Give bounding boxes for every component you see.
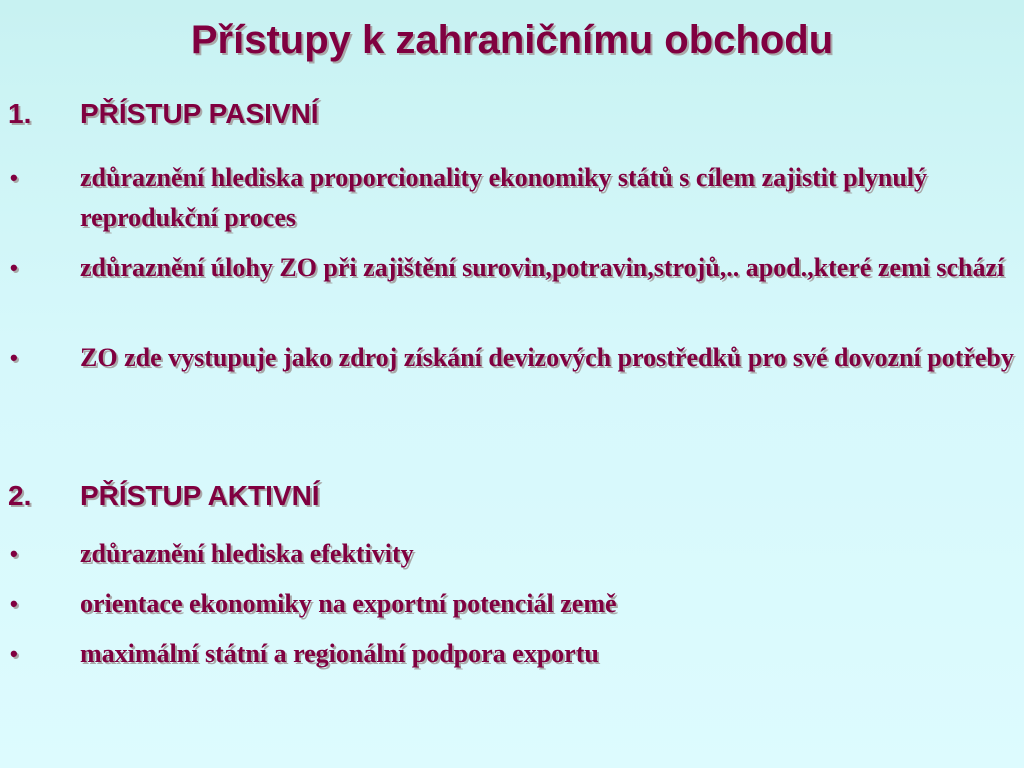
section-title: PŘÍSTUP AKTIVNÍ <box>80 480 320 511</box>
list-item-text: orientace ekonomiky na exportní potenciál země <box>80 589 617 618</box>
bullet-icon: • <box>10 541 18 566</box>
bullet-icon: • <box>10 165 18 190</box>
section-number: 2. <box>8 480 32 511</box>
bullet-icon: • <box>10 641 18 666</box>
bullet-icon: • <box>10 591 18 616</box>
slide-title: Přístupy k zahraničnímu obchodu <box>190 18 834 62</box>
section-number: 1. <box>8 98 32 129</box>
list-item-text: ZO zde vystupuje jako zdroj získání devizových prostředků pro své dovozní potřeby <box>80 343 1014 372</box>
list-item-text: maximální státní a regionální podpora exportu <box>80 639 599 668</box>
bullet-icon: • <box>10 345 18 370</box>
bullet-icon: • <box>10 255 18 280</box>
list-item-text: zdůraznění hlediska proporcionality ekonomiky států s cílem zajistit plynulý reprodukční proces <box>80 163 928 232</box>
section-title: PŘÍSTUP PASIVNÍ <box>80 98 319 129</box>
list-item-text: zdůraznění hlediska efektivity <box>80 539 414 568</box>
list-item-text: zdůraznění úlohy ZO při zajištění surovin,potravin,strojů,.. apod.,které zemi schází <box>80 253 1005 282</box>
